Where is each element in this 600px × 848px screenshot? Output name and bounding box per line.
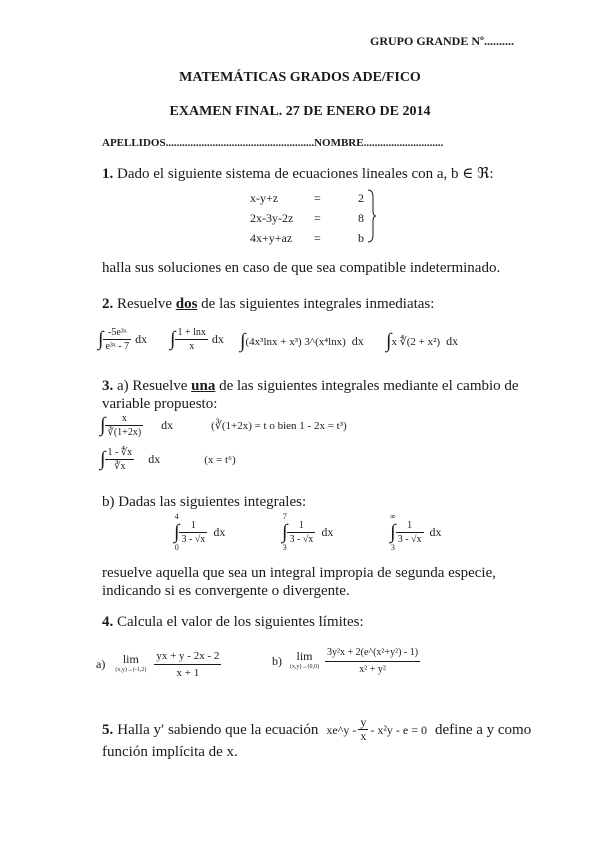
q4-limit-a bbox=[96, 648, 221, 681]
surname-label: APELLIDOS bbox=[102, 137, 166, 149]
eq3-lhs: 4x+y+az bbox=[250, 231, 293, 245]
integral-sign-icon: ∫ bbox=[386, 330, 392, 352]
q4-a-label: a) bbox=[96, 657, 106, 671]
q5-statement bbox=[102, 716, 531, 743]
q4-a-lim: lim bbox=[122, 651, 139, 666]
eq2-rhs: 8 bbox=[358, 211, 364, 225]
q2-statement bbox=[102, 294, 434, 314]
integral-sign-icon: ∫ bbox=[100, 414, 106, 436]
eq3-equals: = bbox=[314, 231, 321, 245]
eq3-rhs: b bbox=[358, 231, 364, 245]
q2-i3-body: (4x³lnx + x³) 3^(x⁴lnx) bbox=[245, 335, 346, 348]
q3-ia-change: (∛(1+2x) = t o bien 1 - 2x = t³) bbox=[211, 420, 347, 432]
q3-text-a: Resuelve bbox=[132, 378, 188, 394]
q4-b-lim: lim bbox=[296, 648, 313, 663]
q3-ic-dx: dx bbox=[213, 524, 226, 539]
q3-integral-a bbox=[100, 412, 347, 439]
q2-i2-dx: dx bbox=[211, 332, 224, 346]
q1-text: Dado el siguiente sistema de ecuaciones lineales con a, b ∈ ℜ: bbox=[117, 166, 494, 182]
q3-ia-den: ∛(1+2x) bbox=[107, 427, 142, 438]
name-dots: ............................. bbox=[363, 137, 444, 149]
q5-eq-num: y bbox=[360, 715, 367, 729]
q2-integral-2 bbox=[170, 326, 224, 353]
q3-integral-e bbox=[390, 512, 442, 552]
integral-sign-icon: ∫ bbox=[100, 448, 106, 470]
q3-integral-d bbox=[282, 512, 333, 552]
q3-ie-upper: ∞ bbox=[390, 512, 396, 521]
q3-integral-c bbox=[174, 512, 225, 552]
q2-emphasis: dos bbox=[175, 296, 198, 312]
q1-number: 1. bbox=[102, 166, 114, 182]
q2-text-c: de las siguientes integrales inmediatas: bbox=[201, 296, 435, 312]
q2-i4-body: x ∜(2 + x²) bbox=[391, 336, 441, 348]
q4-statement bbox=[102, 612, 364, 632]
q3-tail-2: indicando si es convergente o divergente. bbox=[102, 583, 350, 599]
q3-ie-lower: 3 bbox=[390, 543, 395, 552]
q2-integral-1 bbox=[98, 326, 147, 353]
q3-number: 3. bbox=[102, 378, 114, 394]
q4-b-label: b) bbox=[272, 654, 282, 668]
q2-integral-4 bbox=[386, 330, 458, 353]
q2-text-a: Resuelve bbox=[117, 296, 172, 312]
q5-number: 5. bbox=[102, 721, 114, 738]
q4-limit-b bbox=[272, 645, 420, 678]
integral-sign-icon: ∫ bbox=[282, 521, 288, 543]
q3-ib-num: 1 - ∜x bbox=[107, 447, 133, 458]
q3-id-num: 1 bbox=[287, 519, 315, 533]
q4-text: Calcula el valor de los siguientes límites: bbox=[117, 614, 364, 630]
eq1-lhs: x-y+z bbox=[250, 191, 279, 205]
q2-i2-den: x bbox=[189, 341, 195, 352]
q3-part-a: a) bbox=[117, 378, 129, 394]
name-label: NOMBRE bbox=[314, 137, 364, 149]
q5-eq-a: xe^y - bbox=[326, 722, 357, 737]
eq2-lhs: 2x-3y-2z bbox=[250, 211, 294, 225]
integral-sign-icon: ∫ bbox=[98, 328, 104, 350]
q3-ib-den: ∛x bbox=[114, 461, 126, 472]
q2-i2-num: 1 + lnx bbox=[177, 327, 206, 338]
q3-ia-num: x bbox=[105, 412, 143, 426]
q4-number: 4. bbox=[102, 614, 114, 630]
surname-dots: ...................................................... bbox=[165, 137, 315, 149]
q4-a-sub: (x,y)→(-1,2) bbox=[115, 666, 147, 673]
q3-integral-b bbox=[100, 446, 236, 473]
q3-ie-num: 1 bbox=[396, 519, 424, 533]
q3-ic-den: 3 - √x bbox=[181, 533, 206, 545]
q4-b-sub: (x,y)→(0,0) bbox=[290, 663, 319, 670]
q5-eq-den: x bbox=[360, 729, 367, 743]
q3-tail-1: resuelve aquella que sea un integral impropia de segunda especie, bbox=[102, 565, 497, 581]
eq2-equals: = bbox=[314, 211, 321, 225]
eq1-rhs: 2 bbox=[358, 191, 364, 205]
exam-title: EXAMEN FINAL. 27 DE ENERO DE 2014 bbox=[169, 104, 431, 119]
q5-text-b: define a y como bbox=[435, 721, 532, 738]
q2-i1-den: e³ˣ - 7 bbox=[105, 341, 130, 352]
q3-emphasis: una bbox=[191, 378, 216, 394]
q2-i4-dx: dx bbox=[446, 334, 459, 348]
group-number-field: GRUPO GRANDE Nº.......... bbox=[370, 34, 514, 48]
system-brace bbox=[366, 189, 376, 243]
q4-a-den: x + 1 bbox=[176, 667, 200, 679]
q3-ie-dx: dx bbox=[429, 524, 442, 539]
q3-ic-lower: 0 bbox=[174, 543, 179, 552]
q3-ia-dx: dx bbox=[161, 418, 174, 432]
q5-eq-b: - x²y - e = 0 bbox=[370, 722, 428, 737]
q2-number: 2. bbox=[102, 296, 114, 312]
integral-sign-icon: ∫ bbox=[240, 330, 246, 352]
q2-i3-dx: dx bbox=[351, 334, 364, 348]
course-title: MATEMÁTICAS GRADOS ADE/FICO bbox=[179, 70, 421, 85]
q3-id-upper: 7 bbox=[282, 512, 287, 521]
q2-i1-num: -5e³ˣ bbox=[103, 326, 131, 340]
student-fields bbox=[102, 137, 443, 149]
q4-b-den: x² + y² bbox=[359, 664, 386, 675]
q3-ic-num: 1 bbox=[179, 519, 207, 533]
eq1-equals: = bbox=[314, 191, 321, 205]
q3-id-den: 3 - √x bbox=[289, 533, 314, 545]
q3-ic-upper: 4 bbox=[174, 512, 179, 521]
integral-sign-icon: ∫ bbox=[174, 521, 180, 543]
q3-id-lower: 3 bbox=[282, 543, 287, 552]
integral-sign-icon: ∫ bbox=[390, 521, 396, 543]
q1-statement bbox=[102, 164, 494, 184]
q3-ib-dx: dx bbox=[148, 452, 161, 466]
q4-a-num: yx + y - 2x - 2 bbox=[154, 648, 221, 665]
q3-ib-change: (x = t⁶) bbox=[204, 453, 236, 466]
q3-statement bbox=[102, 376, 519, 396]
q3-part-b-label: b) bbox=[102, 494, 115, 510]
q3-text-d: variable propuesto: bbox=[102, 396, 218, 412]
q2-integral-3 bbox=[240, 330, 364, 353]
q3-id-dx: dx bbox=[321, 524, 334, 539]
q1-system bbox=[250, 191, 364, 246]
q4-b-num: 3y²x + 2(e^(x²+y²) - 1) bbox=[325, 645, 420, 662]
q2-i1-dx: dx bbox=[135, 332, 148, 346]
q5-text-c: función implícita de x. bbox=[102, 744, 238, 760]
q3-ie-den: 3 - √x bbox=[397, 533, 422, 545]
q1-tail: halla sus soluciones en caso de que sea compatible indeterminado. bbox=[102, 260, 501, 276]
q3-part-b-statement bbox=[102, 492, 306, 512]
q3-part-b-text: Dadas las siguientes integrales: bbox=[118, 494, 307, 510]
integral-sign-icon: ∫ bbox=[170, 328, 176, 350]
q5-text-a: Halla y′ sabiendo que la ecuación bbox=[117, 721, 319, 738]
q3-text-c: de las siguientes integrales mediante el cambio de bbox=[219, 378, 519, 394]
